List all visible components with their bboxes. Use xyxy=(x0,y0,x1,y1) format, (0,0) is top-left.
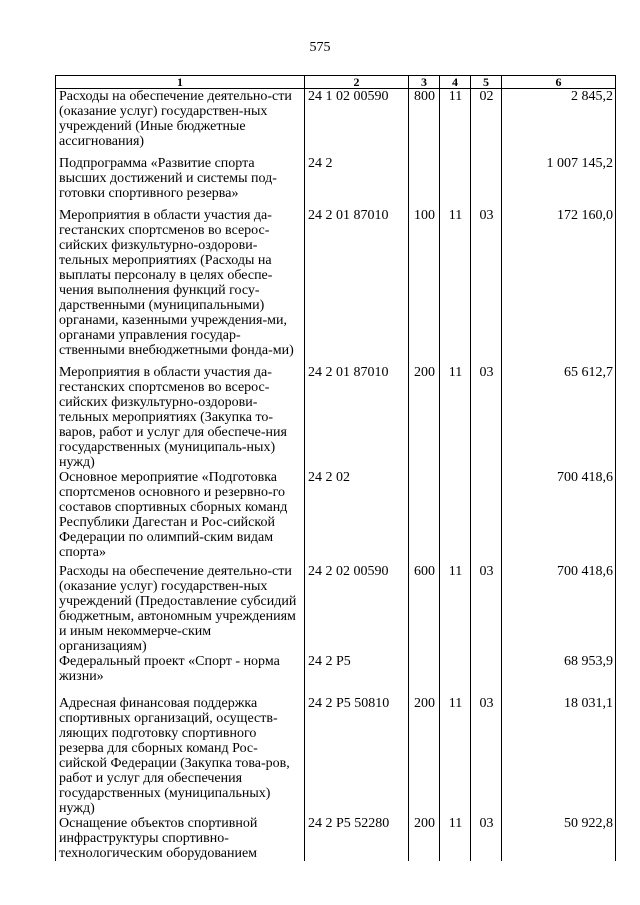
subsection-code: 03 xyxy=(471,696,502,816)
amount: 172 160,0 xyxy=(502,208,616,365)
section-code: 11 xyxy=(440,816,471,861)
expense-name: Оснащение объектов спортивной инфраструктуры спортивно-технологическим оборудованием xyxy=(56,816,305,861)
section-code: 11 xyxy=(440,208,471,365)
section-code xyxy=(440,654,471,696)
table-row xyxy=(56,816,616,861)
expense-type-code: 100 xyxy=(409,208,440,365)
subsection-code: 03 xyxy=(471,816,502,861)
amount: 1 007 145,2 xyxy=(502,156,616,208)
subsection-code xyxy=(471,156,502,208)
section-code: 11 xyxy=(440,696,471,816)
section-code xyxy=(440,156,471,208)
subsection-code: 03 xyxy=(471,208,502,365)
amount: 2 845,2 xyxy=(502,89,616,157)
table-row xyxy=(56,365,616,470)
target-code: 24 2 P5 50810 xyxy=(305,696,409,816)
target-code: 24 2 01 87010 xyxy=(305,208,409,365)
column-header: 2 xyxy=(305,76,409,89)
table-row xyxy=(56,564,616,654)
subsection-code xyxy=(471,470,502,564)
amount: 18 031,1 xyxy=(502,696,616,816)
column-header: 1 xyxy=(56,76,305,89)
column-header: 6 xyxy=(502,76,616,89)
expense-name: Расходы на обеспечение деятельно-сти (оказание услуг) государствен-ных учреждений (Предоставление субсидий бюджетным, автономным учреждениям и иным некоммерче-ским организациям) xyxy=(56,564,305,654)
expense-type-code: 200 xyxy=(409,696,440,816)
expense-type-code: 200 xyxy=(409,816,440,861)
amount: 68 953,9 xyxy=(502,654,616,696)
target-code: 24 1 02 00590 xyxy=(305,89,409,157)
expense-name: Адресная финансовая поддержка спортивных организаций, осуществ-ляющих подготовку спортивного резерва для сборных команд Рос-сийской Федерации (Закупка това-ров, работ и услуг для обеспечения государственных (муниципальных) нужд) xyxy=(56,696,305,816)
expense-name: Основное мероприятие «Подготовка спортсменов основного и резервно-го составов спортивных сборных команд Республики Дагестан и Рос-сийской Федерации по олимпий-ским видам спорта» xyxy=(56,470,305,564)
page-number: 575 xyxy=(309,40,331,55)
column-header: 3 xyxy=(409,76,440,89)
table-row xyxy=(56,208,616,365)
expense-name: Подпрограмма «Развитие спорта высших достижений и системы под-готовки спортивного резерва» xyxy=(56,156,305,208)
target-code: 24 2 xyxy=(305,156,409,208)
amount: 700 418,6 xyxy=(502,470,616,564)
expense-type-code: 600 xyxy=(409,564,440,654)
table-row xyxy=(56,696,616,816)
column-header: 5 xyxy=(471,76,502,89)
expense-name: Расходы на обеспечение деятельно-сти (оказание услуг) государствен-ных учреждений (Иные бюджетные ассигнования) xyxy=(56,89,305,157)
subsection-code: 03 xyxy=(471,365,502,470)
section-code: 11 xyxy=(440,365,471,470)
subsection-code: 02 xyxy=(471,89,502,157)
column-header: 4 xyxy=(440,76,471,89)
expense-type-code xyxy=(409,470,440,564)
target-code: 24 2 01 87010 xyxy=(305,365,409,470)
target-code: 24 2 P5 xyxy=(305,654,409,696)
amount: 700 418,6 xyxy=(502,564,616,654)
expense-name: Федеральный проект «Спорт - норма жизни» xyxy=(56,654,305,696)
amount: 65 612,7 xyxy=(502,365,616,470)
expense-name: Мероприятия в области участия да-гестанских спортсменов во всерос-сийских физкультурно-оздорови-тельных мероприятиях (Расходы на выплаты персоналу в целях обеспе-чения выполнения функций госу-дарственными (муниципальными) органами, казенными учреждения-ми, органами управления государ-ственными внебюджетными фонда-ми) xyxy=(56,208,305,365)
table-row xyxy=(56,156,616,208)
expense-type-code: 800 xyxy=(409,89,440,157)
target-code: 24 2 02 00590 xyxy=(305,564,409,654)
section-code xyxy=(440,470,471,564)
amount: 50 922,8 xyxy=(502,816,616,861)
expense-type-code xyxy=(409,156,440,208)
section-code: 11 xyxy=(440,564,471,654)
expense-type-code xyxy=(409,654,440,696)
header-row xyxy=(56,76,616,89)
target-code: 24 2 P5 52280 xyxy=(305,816,409,861)
table-row xyxy=(56,470,616,564)
table-row xyxy=(56,89,616,157)
subsection-code: 03 xyxy=(471,564,502,654)
subsection-code xyxy=(471,654,502,696)
target-code: 24 2 02 xyxy=(305,470,409,564)
expense-type-code: 200 xyxy=(409,365,440,470)
section-code: 11 xyxy=(440,89,471,157)
table-row xyxy=(56,654,616,696)
budget-table xyxy=(55,75,616,861)
expense-name: Мероприятия в области участия да-гестанских спортсменов во всерос-сийских физкультурно-оздорови-тельных мероприятиях (Закупка то-варов, работ и услуг для обеспече-ния государственных (муниципаль-ных) нужд) xyxy=(56,365,305,470)
